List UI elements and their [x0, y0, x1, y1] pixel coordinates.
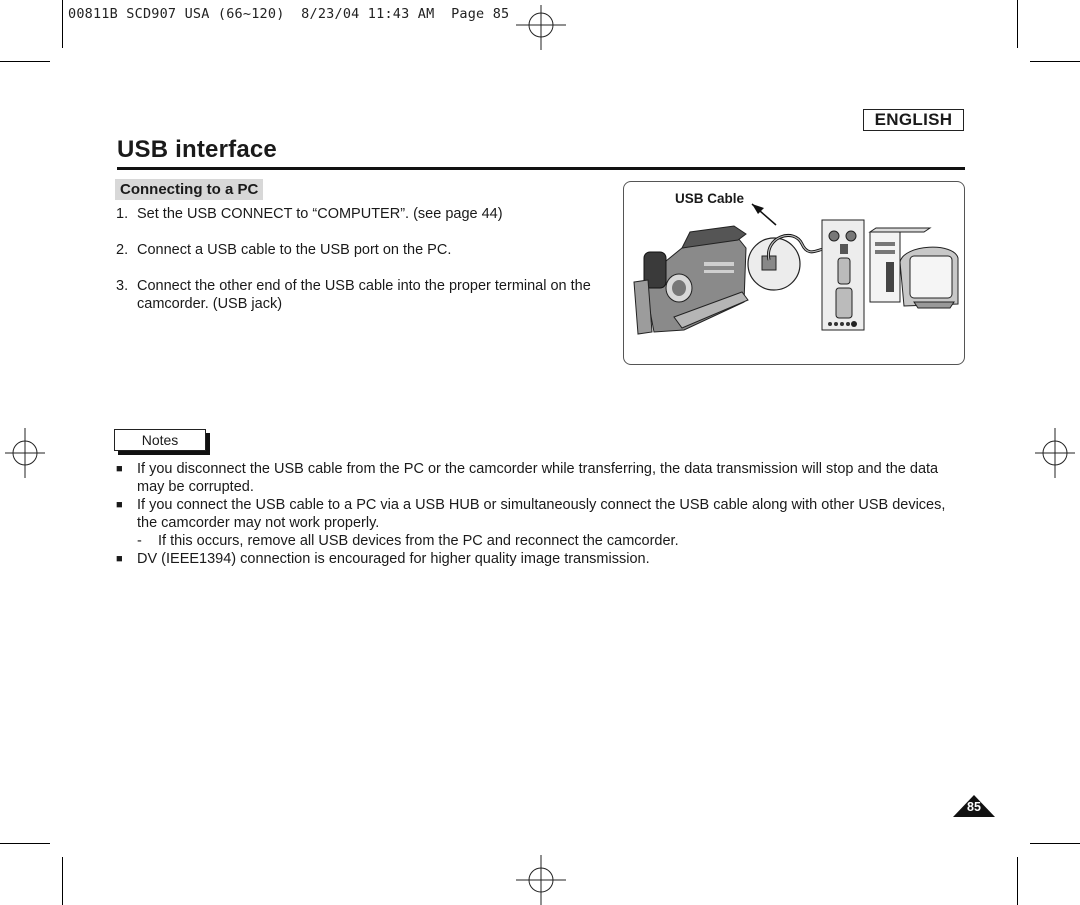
notes-tab	[114, 429, 206, 453]
language-badge: ENGLISH	[863, 109, 964, 131]
crop-mark	[62, 857, 63, 905]
computer-icon	[870, 228, 958, 308]
crop-mark	[62, 0, 63, 48]
page-number-badge	[953, 795, 995, 817]
step-text: Connect the other end of the USB cable into the proper terminal on the camcorder. (USB jack)	[137, 278, 591, 312]
page-number: 85	[967, 800, 981, 814]
page-title: USB interface	[117, 136, 277, 163]
registration-mark-icon	[1035, 428, 1075, 478]
crop-mark	[1017, 857, 1018, 905]
note-item	[116, 460, 946, 496]
camcorder-pc-drawing	[624, 182, 965, 365]
square-bullet-icon: ■	[116, 463, 123, 475]
registration-mark-icon	[5, 428, 45, 478]
crop-mark	[1030, 61, 1080, 62]
section-heading: Connecting to a PC	[115, 179, 263, 200]
subnote-text: If this occurs, remove all USB devices from the PC and reconnect the camcorder.	[158, 533, 679, 549]
note-subitem	[116, 532, 946, 550]
step-number: 1.	[116, 206, 129, 222]
step-item	[116, 241, 611, 259]
square-bullet-icon: ■	[116, 499, 123, 511]
print-header: 00811B SCD907 USA (66~120) 8/23/04 11:43 AM Page 85	[68, 6, 510, 22]
crop-mark	[0, 61, 50, 62]
note-text: If you disconnect the USB cable from the PC or the camcorder while transferring, the data transmission will stop and the data may be corrupted.	[137, 461, 939, 495]
usb-cable-label: USB Cable	[675, 191, 745, 206]
crop-mark	[0, 843, 50, 844]
steps-list	[116, 205, 611, 331]
usb-connection-illustration	[623, 181, 965, 365]
step-item	[116, 277, 611, 313]
square-bullet-icon: ■	[116, 553, 123, 565]
crop-mark	[1030, 843, 1080, 844]
note-item	[116, 496, 946, 532]
step-text: Connect a USB cable to the USB port on the PC.	[137, 242, 452, 258]
crop-mark	[1017, 0, 1018, 48]
subnote-dash: -	[137, 533, 142, 549]
registration-mark-icon	[516, 855, 566, 905]
pc-panel-icon	[822, 220, 864, 330]
registration-mark-icon	[516, 5, 566, 55]
note-item	[116, 550, 946, 568]
note-text: DV (IEEE1394) connection is encouraged for higher quality image transmission.	[137, 551, 650, 567]
title-divider	[117, 167, 965, 170]
note-text: If you connect the USB cable to a PC via a USB HUB or simultaneously connect the USB cable along with other USB devices, the camcorder may not work properly.	[137, 497, 946, 531]
step-item	[116, 205, 611, 223]
step-number: 2.	[116, 242, 129, 258]
notes-label: Notes	[114, 429, 206, 451]
notes-list	[116, 460, 946, 568]
step-text: Set the USB CONNECT to “COMPUTER”. (see page 44)	[137, 206, 503, 222]
step-number: 3.	[116, 278, 129, 294]
camcorder-icon	[634, 226, 748, 334]
